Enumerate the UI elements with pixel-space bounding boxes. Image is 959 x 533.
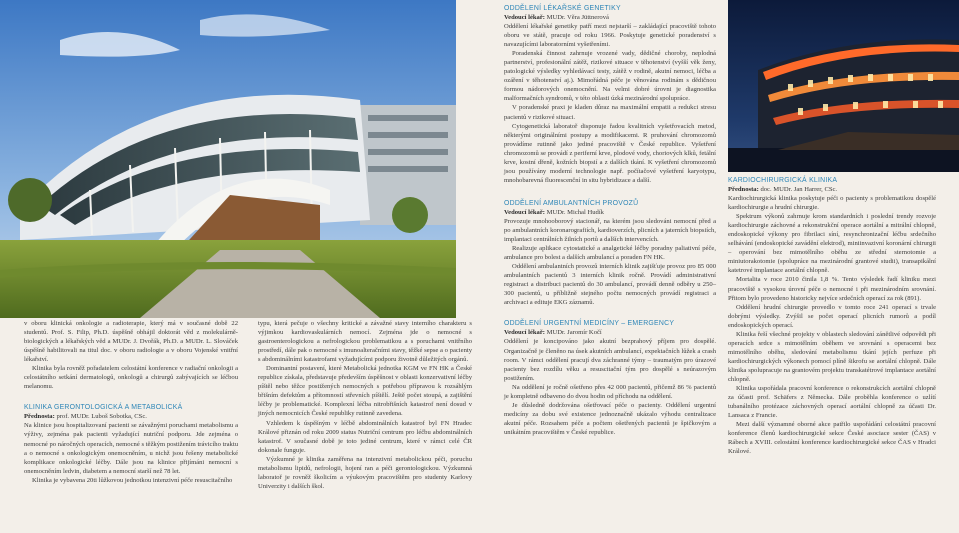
head-label: Přednosta: — [24, 413, 55, 421]
section-heading: KARDIOCHIRURGICKÁ KLINIKA — [728, 177, 838, 184]
paragraph: Výzkumné je klinika zaměřena na intenzivní metabolickou péči, poruchu metabolismu lipidů, nefrologii, hojení ran a péči gerontologickou. Výzkumná laboratoř je rovněž školicím a výukovým pracovištěm pro studenty Karlovy Univerzity i dalších škol. — [258, 455, 472, 490]
paragraph: Na klinice jsou hospitalizovaní pacienti se závažnými poruchami metabolismu a výživy, zejména pak pacienti vyžadující nutriční podporu. Jde zejména o nemocné po náročných operacích, nemocné s těžkým postižením trávicího traktu a o nemocné s onkologickým onemocněním, u nichž jsou řešeny metabolické komplikace onkologické léčby. Dále jsou na klinice přijímáni nemocní s onemocněním ledvin, diabetem a nemocní starší než 78 let. — [24, 422, 238, 475]
night-building-photo — [728, 0, 959, 172]
head-of-department — [504, 13, 716, 22]
paragraph: Na oddělení je ročně ošetřeno přes 42 000 pacientů, přičemž 86 % pacientů je kompletně odbaveno do dvou hodin od příchodu na oddělení. — [504, 383, 716, 400]
section-heading: KLINIKA GERONTOLOGICKÁ A METABOLICKÁ — [24, 404, 183, 412]
paragraph: Dominantní postavení, které Metabolická jednotka KGM ve FN HK a České republice získala, představuje především úspěšnost v oblasti konzervativní léčby píštěl nebo těžce postižených nemocných s potřebou přípravou k rozsáhlým břišním defektům a přítomností střevních píštělí. Ještě počet stoupá, a zajištění léčby je problematické. Komplexní léčba nitrobřišních katastrof není dosud v jiných nemocnicích České republiky rutinně zavedena. — [258, 365, 472, 418]
section-heading: ODDĚLENÍ AMBULANTNÍCH PROVOZŮ — [504, 199, 639, 207]
head-name: prof. MUDr. Luboš Sobotka, CSc. — [56, 413, 147, 421]
paragraph: Provozuje mnohooborový stacionář, na kterém jsou sledováni nemocní před a po ambulantních koronarografiích, kardioverzích, plicních a jaterních biopsiích, implantaci centrálních žilních portů a dalších intervencích. — [504, 217, 716, 244]
section-heading: ODDĚLENÍ LÉKAŘSKÉ GENETIKY — [504, 5, 621, 12]
paragraph: Kardiochirurgická klinika poskytuje péči o pacienty s problematikou dospělé kardiochirurgie a hrudní chirurgie. — [728, 195, 936, 212]
head-of-clinic — [24, 412, 238, 421]
head-of-department — [504, 328, 716, 337]
head-name: MUDr. Věra Jüttnerová — [546, 14, 609, 21]
paragraph: Spektrum výkonů zahrnuje krom standardních i poslední trendy rozvoje kardiochirurgie záchovné a rekonstrukční operace aortální a mitrální chlopně, endoskopické výkony pro fibrilaci síní, resynchronizační léčbu srdečního selhávání (endoskopické zavádění elektrod), miniinvazivní koronární chirurgii – operování bez mimotělního oběhu ze střední sternotomie a miniutorakotomie (spolupráce na mezinárodní grantové studii), transapikální katetrové implantace aortální chlopně. — [728, 213, 936, 275]
paragraph: Je důsledně dodržována ošetřovací péče o pacienty. Oddělení urgentní medicíny za dobu své existence jednoznačně ukázalo výhodu centralizace akutní péče. Rozsahem péče a počtem ošetřených pacientů je špičkovým a unikátním pracovištěm v České republice. — [504, 401, 716, 436]
head-of-department — [504, 208, 716, 217]
column-4 — [728, 176, 936, 456]
head-label: Přednosta: — [728, 186, 759, 193]
paragraph: Oddělení lékařské genetiky patří mezi nejstarší – zakládající pracoviště tohoto oboru ve státě, pracuje od roku 1966. Poskytuje genetické poradenství s navazujícími laboratorními vyšetřeními. — [504, 23, 716, 49]
paragraph: Klinika je vybavena 20ti lůžkovou jednotkou intenzivní péče resuscitačního — [32, 476, 233, 484]
paragraph: Vzhledem k úspěšným v léčbě abdominálních katastrof byl FN Hradec Králové přiznán od roku 2009 status Nutriční centrum pro léčbu abdominálních katastrof. V současné době je toto jediné centrum, které v rámci celé ČR dokonale funguje. — [258, 419, 472, 454]
paragraph: typu, která pečuje o všechny kritické a závažné stavy interního charakteru s výjimkou kardiovaskulárních nemocí. Zejména jde o nemocné s gastroenterologickou a nefrologickou problematikou a s poruchami vnitřního prostředí, dále pak o nemocné s imunoalteračními stavy, těžké sepse a o pacienty s abdominálními katastrofami vyžadujícími podporu životně důležitých orgánů. — [258, 320, 472, 364]
paragraph: Mortalita v roce 2010 činila 1,8 %. Tento výsledek řadí kliniku mezi pracoviště s vysokou úrovní péče o nemocné i při mezinárodním srovnání. Přitom bylo provedeno historicky nejvíce srdečních operací za rok (891). — [728, 276, 936, 302]
paragraph: Klinika řeší všechné projekty v oblastech sledování zánětlivé odpovědi při operacích srdce s mimotělním oběhem ve srovnání s operacemi bez mimotělního oběhu, sledování metabolismu tkání jejích perfuze při kardiochirurgických výkonech pomocí plíně šikrofu se aortální chlopně. Dále klinika spolupracuje na grantovém projektu transkatétrové implantace aortální chlopně. — [728, 330, 936, 383]
column-3 — [504, 4, 716, 437]
column-2 — [258, 319, 472, 491]
head-of-clinic — [728, 185, 936, 194]
paragraph: Oddělení je koncipováno jako akutní bezprahový příjem pro dospělé. Organizačně je členěno na úsek akutních ambulancí, expektačních lůžek a crash room. V rámci oddělení pracují dva záchranné týmy – traumatým pro úrazové pacienty bez rozdílu věku a resuscitační tým pro dospělé s neúrazovým postižením. — [504, 338, 716, 382]
paragraph: Cytogenetická laboratoř disponuje řadou kvalitních vyšetřovacích metod, některými originálními postupy a modifikacemi. R pruhování chromozomů provádíme rutinně jako jediné pracoviště v České republice. Vyšetření chromozomů se provádí z periferní krve, plodové vody, choriových klků, fetální krve, kostní dřeně, kožních biopsií a z dalších tkání. K vyšetření chromozomů jsou používány moderní technologie např. počítačové vyšetření karyotypu, mnohobarevná fluorescenční in situ hybridizace a další. — [504, 122, 716, 184]
paragraph: Mezi další významné oborné akce patřilo uspořádání celostátní pracovní konference členů kardiochirurgické sekce České asociace sester (ČAS) v Rábech a XVIII. celostátní konference kardiochirurgické sekce ČAS v Hradci Králové. — [728, 421, 936, 456]
paragraph: Oddělení hrudní chirurgie provedlo v tomto roce 241 operací s trvale dobrými výsledky. Zvýšil se počet operací plicních rumorů a podíl endoskopických operací. — [728, 303, 936, 329]
head-name: MUDr. Jaromír Kočí — [546, 329, 602, 337]
head-label: Vedoucí lékař: — [504, 329, 545, 337]
paragraph: Poradenská činnost zahrnuje vrozené vady, dědičné choroby, neplodná partnerství, profesionální zátěž, rizikové situace v těhotenství (vyšší věk ženy, patologické výsledky vyhledávací testy, zátěž v rodině, akutní nemoci, léčba a ozáření v těhotenství aj.). Mimořádná péče je věnována rodinám s dědičnou formou nádorových onemocnění. Na velmi dobré úrovni je diagnostika malformačních syndromů, v této oblasti úzká mezinárodní spolupráce. — [504, 50, 716, 103]
paragraph: Klinika uspořádala pracovní konference o rekonstrukcích aortální chlopně za účasti prof. Schäfers z Německa. Dále proběhla konference o uzlítí tubanálního protézace záchovných operací aortální chlopně za účasti Dr. Lansaca z Francie. — [728, 385, 936, 420]
head-name: MUDr. Michal Hudík — [546, 208, 604, 216]
paragraph: v oboru klinická onkologie a radioterapie, který má v současné době 22 studentů. Prof. S. Filip, Ph.D. úspěšně obhájil doktorát věd z molekulárně- biologických a lékařských věd a MUDr. J. Dvořák, Ph.D. a MUDr. L. Slováček úspěšně habilitovali na titul doc. v oboru radiologie a v oboru Vojenské vnitřní lékařství. — [24, 320, 238, 364]
head-label: Vedoucí lékař: — [504, 208, 545, 216]
column-1 — [24, 319, 238, 485]
paragraph: Klinika byla rovněž pořadatelem celostátní konference v radiační onkologii a celostátního setkání dermatologů, onkologů a chirurgů zabývajících se léčbou melanomu. — [24, 365, 238, 391]
paragraph: V poradenské praxi je kladen důraz na maximální empatii a redukci stresu pacientů v rizikové situaci. — [504, 104, 716, 121]
building-photo — [0, 0, 456, 318]
section-heading: ODDĚLENÍ URGENTNÍ MEDICÍNY – EMERGENCY — [504, 320, 675, 328]
paragraph: Oddělení ambulantních provozů interních klinik zajišťuje provoz pro 85 000 ambulantních pacientů 3 interních klinik ročně. Provádí administrativní registraci a distribuci pacientů do 30 ambulancí, provádí denně odběry u 250–300 pacientů, u příbližně stejného počtu nemocných provádí registraci a archivaci a edituje EKG záznamů. — [504, 263, 716, 307]
head-label: Vedoucí lékař: — [504, 14, 545, 21]
head-name: doc. MUDr. Jan Harrer, CSc. — [760, 186, 838, 193]
paragraph: Realizuje aplikace cytostatické a analgetické léčby poradny paliativní péče, ambulance pro bolest a dalších ambulancí a poraden FN HK. — [504, 245, 716, 262]
